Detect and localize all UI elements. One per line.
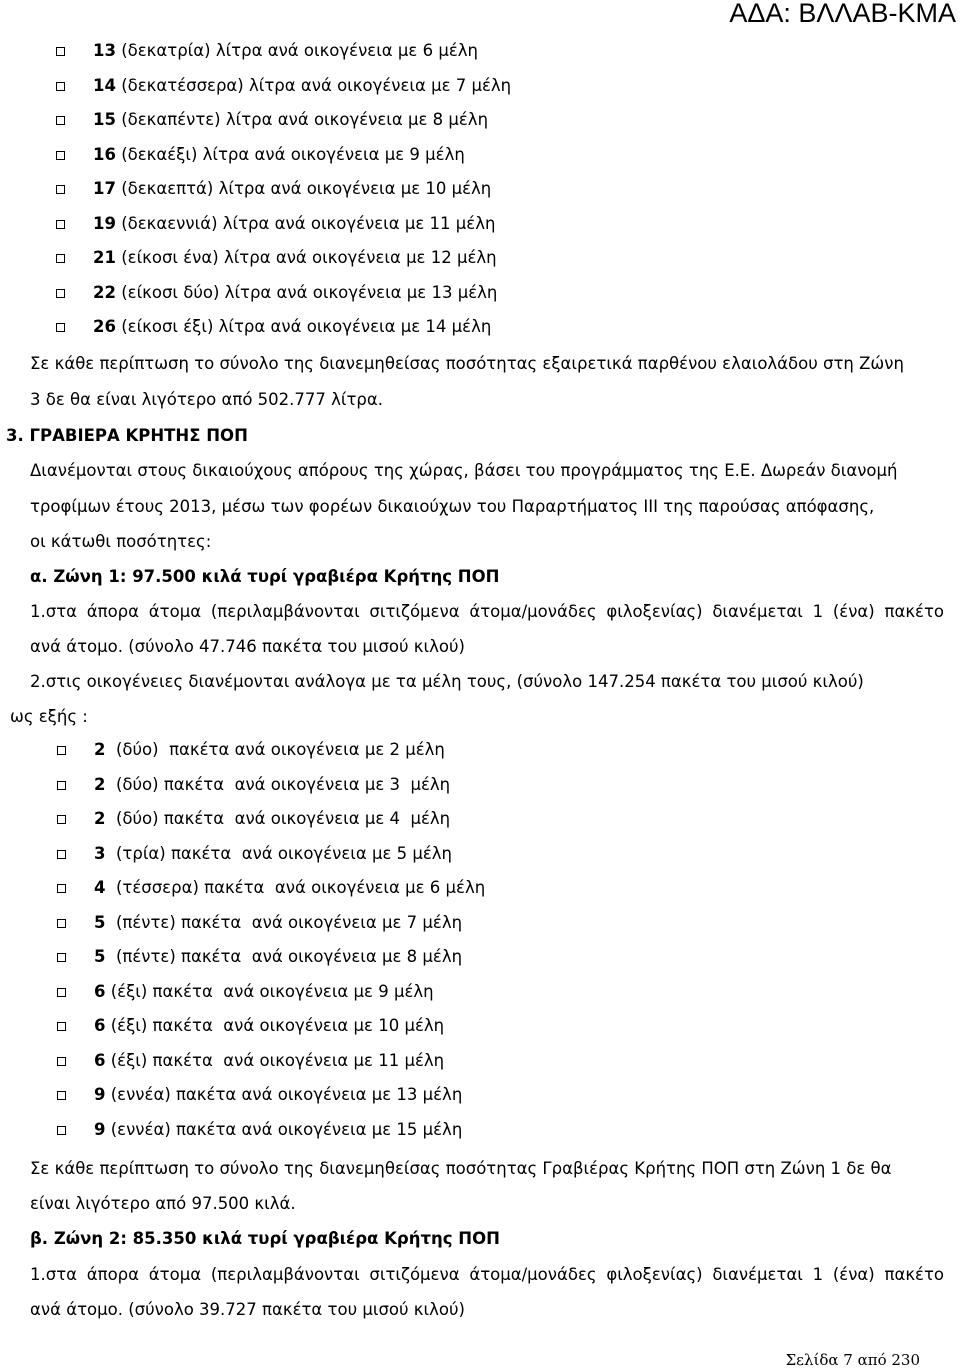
checkbox-bullet-icon <box>57 781 66 790</box>
list-item-description: (έξι) πακέτα ανά οικογένεια με 9 μέλη <box>105 981 434 1001</box>
list-item-description: (τέσσερα) πακέτα ανά οικογένεια με 6 μέλη <box>105 878 486 897</box>
list-item-number: 17 <box>93 179 116 198</box>
page-number: Σελίδα 7 από 230 <box>785 1351 920 1369</box>
list-item-number: 5 <box>94 912 106 932</box>
list-item-text <box>93 316 491 338</box>
checkbox-bullet-icon <box>56 82 65 91</box>
checkbox-bullet-icon <box>57 850 66 859</box>
checkbox-bullet-icon <box>57 919 66 928</box>
list-item-text <box>93 282 497 304</box>
section-3-intro-line-2: τροφίμων έτους 2013, μέσω των φορέων δικαιούχων του Παραρτήματος ΙΙΙ της παρούσας απόφασης, <box>30 497 875 516</box>
list-item-number: 14 <box>93 75 116 95</box>
list-item-number: 15 <box>93 110 116 129</box>
checkbox-bullet-icon <box>57 1091 66 1100</box>
list-item-text <box>93 247 497 269</box>
list-item-description: (εννέα) πακέτα ανά οικογένεια με 15 μέλη <box>105 1119 463 1139</box>
list-item-text <box>93 178 491 200</box>
list-item-text <box>94 1119 462 1141</box>
checkbox-bullet-icon <box>56 220 65 229</box>
list-item-text <box>94 877 485 899</box>
list-item-text <box>94 912 462 934</box>
list-item-text <box>94 981 434 1003</box>
list-item-text <box>93 109 488 131</box>
checkbox-bullet-icon <box>57 1057 66 1066</box>
list-item-description: (έξι) πακέτα ανά οικογένεια με 11 μέλη <box>105 1050 445 1070</box>
checkbox-bullet-icon <box>56 289 65 298</box>
list-item-text <box>93 75 511 97</box>
list-item-description: (δεκαπέντε) λίτρα ανά οικογένεια με 8 μέλη <box>115 110 489 129</box>
list-item-text <box>94 774 450 796</box>
zone-1-item-2-line-1: 2.στις οικογένειες διανέμονται ανάλογα με τα μέλη τους, (σύνολο 147.254 πακέτα του μισού κιλού) <box>30 672 864 691</box>
zone-1-item-1-line-1: 1.στα άπορα άτομα (περιλαμβάνονται σιτιζόμενα άτομα/μονάδες φιλοξενίας) διανέμεται 1 (ένα) πακέτο <box>30 602 944 621</box>
list-item-text <box>94 808 450 830</box>
list-item-text <box>93 144 465 166</box>
checkbox-bullet-icon <box>56 185 65 194</box>
list-item-number: 21 <box>93 248 116 267</box>
list-item-number: 6 <box>94 1016 106 1035</box>
section-3-intro-line-1: Διανέμονται στους δικαιούχους απόρους της χώρας, βάσει του προγράμματος της Ε.Ε. Δωρεάν διανομή <box>30 461 898 480</box>
list-item-text <box>93 213 495 235</box>
list-item-number: 16 <box>93 144 116 164</box>
checkbox-bullet-icon <box>57 988 66 997</box>
zone-2-item-1-line-1: 1.στα άπορα άτομα (περιλαμβάνονται σιτιζόμενα άτομα/μονάδες φιλοξενίας) διανέμεται 1 (ένα) πακέτο <box>30 1265 944 1284</box>
ada-code: ΑΔΑ: ΒΛΛΑΒ-ΚΜΑ <box>729 0 956 28</box>
list-item-text <box>94 1084 462 1106</box>
list-item-description: (δεκατρία) λίτρα ανά οικογένεια με 6 μέλη <box>115 41 478 60</box>
list-item-number: 2 <box>94 740 106 759</box>
zone-2-item-1-line-2: ανά άτομο. (σύνολο 39.727 πακέτα του μισού κιλού) <box>30 1300 465 1319</box>
list-item-description: (δύο) πακέτα ανά οικογένεια με 3 μέλη <box>105 774 451 794</box>
list-item-number: 3 <box>94 843 106 863</box>
olive-oil-summary-line-2: 3 δε θα είναι λιγότερο από 502.777 λίτρα. <box>30 390 384 409</box>
list-item-description: (είκοσι ένα) λίτρα ανά οικογένεια με 12 μέλη <box>115 248 497 267</box>
list-item-number: 9 <box>94 1119 106 1139</box>
list-item-description: (πέντε) πακέτα ανά οικογένεια με 8 μέλη <box>105 947 463 966</box>
list-item-number: 2 <box>94 809 106 828</box>
list-item-number: 26 <box>93 317 116 336</box>
zone-1-item-2-line-2: ως εξής : <box>10 707 88 726</box>
list-item-description: (δύο) πακέτα ανά οικογένεια με 2 μέλη <box>105 740 445 759</box>
list-item-description: (είκοσι έξι) λίτρα ανά οικογένεια με 14 μέλη <box>115 317 492 336</box>
checkbox-bullet-icon <box>56 323 65 332</box>
list-item-description: (δεκαέξι) λίτρα ανά οικογένεια με 9 μέλη <box>115 144 465 164</box>
zone-1-item-1-line-2: ανά άτομο. (σύνολο 47.746 πακέτα του μισού κιλού) <box>30 637 465 656</box>
list-item-description: (δεκατέσσερα) λίτρα ανά οικογένεια με 7 μέλη <box>115 75 512 95</box>
list-item-number: 4 <box>94 878 106 897</box>
olive-oil-summary-line-1: Σε κάθε περίπτωση το σύνολο της διανεμηθείσας ποσότητας εξαιρετικά παρθένου ελαιολάδου στη Ζώνη <box>30 354 904 373</box>
list-item-description: (δεκαεννιά) λίτρα ανά οικογένεια με 11 μέλη <box>115 213 496 233</box>
list-item-description: (δεκαεπτά) λίτρα ανά οικογένεια με 10 μέλη <box>115 179 492 198</box>
list-item-number: 13 <box>93 41 116 60</box>
list-item-description: (πέντε) πακέτα ανά οικογένεια με 7 μέλη <box>105 912 463 932</box>
checkbox-bullet-icon <box>56 151 65 160</box>
list-item-number: 2 <box>94 774 106 794</box>
list-item-number: 19 <box>93 213 116 233</box>
checkbox-bullet-icon <box>56 254 65 263</box>
list-item-description: (τρία) πακέτα ανά οικογένεια με 5 μέλη <box>105 843 452 863</box>
list-item-text <box>94 843 452 865</box>
list-item-text <box>94 946 462 968</box>
list-item-number: 9 <box>94 1085 106 1104</box>
checkbox-bullet-icon <box>57 815 66 824</box>
checkbox-bullet-icon <box>57 1126 66 1135</box>
list-item-description: (είκοσι δύο) λίτρα ανά οικογένεια με 13 μέλη <box>115 282 498 302</box>
list-item-text <box>94 739 445 761</box>
list-item-number: 6 <box>94 1050 106 1070</box>
list-item-description: (έξι) πακέτα ανά οικογένεια με 10 μέλη <box>105 1016 445 1035</box>
gruyere-summary-line-2: είναι λιγότερο από 97.500 κιλά. <box>30 1194 296 1213</box>
zone-1-heading: α. Ζώνη 1: 97.500 κιλά τυρί γραβιέρα Κρήτης ΠΟΠ <box>30 567 500 586</box>
checkbox-bullet-icon <box>56 116 65 125</box>
list-item-number: 5 <box>94 947 106 966</box>
checkbox-bullet-icon <box>57 884 66 893</box>
gruyere-summary-line-1: Σε κάθε περίπτωση το σύνολο της διανεμηθείσας ποσότητας Γραβιέρας Κρήτης ΠΟΠ στη Ζώνη 1 δε θα <box>30 1159 892 1178</box>
checkbox-bullet-icon <box>57 1022 66 1031</box>
section-3-intro-line-3: οι κάτωθι ποσότητες: <box>30 532 212 551</box>
list-item-number: 6 <box>94 981 106 1001</box>
list-item-text <box>93 40 478 62</box>
list-item-number: 22 <box>93 282 116 302</box>
list-item-text <box>94 1015 444 1037</box>
list-item-description: (εννέα) πακέτα ανά οικογένεια με 13 μέλη <box>105 1085 463 1104</box>
zone-2-heading: β. Ζώνη 2: 85.350 κιλά τυρί γραβιέρα Κρήτης ΠΟΠ <box>30 1229 500 1248</box>
list-item-description: (δύο) πακέτα ανά οικογένεια με 4 μέλη <box>105 809 451 828</box>
checkbox-bullet-icon <box>57 746 66 755</box>
checkbox-bullet-icon <box>56 47 65 56</box>
section-3-heading: 3. ΓΡΑΒΙΕΡΑ ΚΡΗΤΗΣ ΠΟΠ <box>6 426 248 445</box>
checkbox-bullet-icon <box>57 953 66 962</box>
list-item-text <box>94 1050 444 1072</box>
